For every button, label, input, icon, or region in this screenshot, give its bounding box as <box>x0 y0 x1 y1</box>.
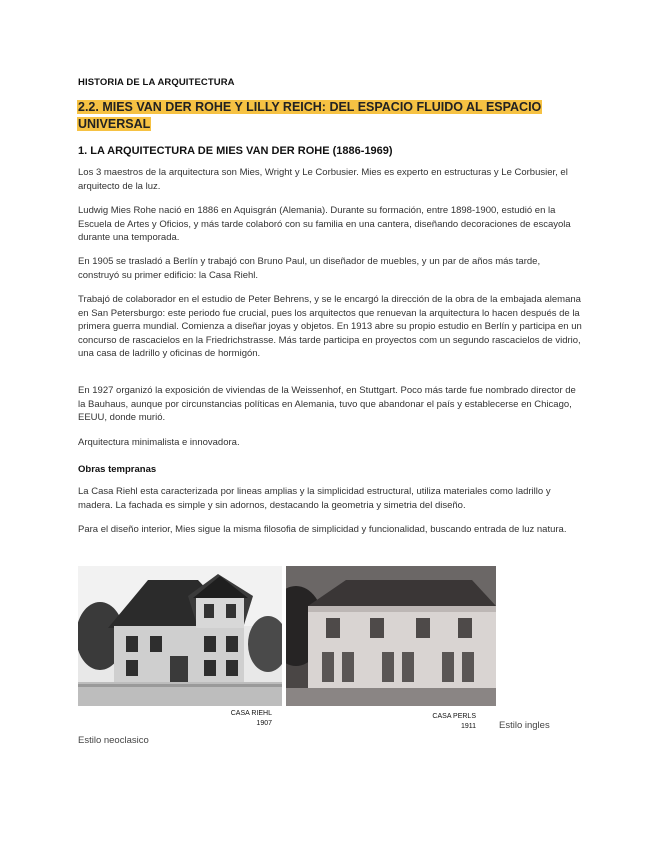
paragraph: La Casa Riehl esta caracterizada por lineas amplias y la simplicidad estructural, utiliza materiales como ladrillo y madera. La fachada es simple y sin adornos, destacando la geometria y simetria del diseño. <box>78 486 551 511</box>
house-photo-icon <box>78 566 282 706</box>
section-title: 1. LA ARQUITECTURA DE MIES VAN DER ROHE (1886-1969) <box>78 145 393 157</box>
house-photo-icon <box>286 566 496 706</box>
casa-riehl-photo <box>78 566 282 706</box>
casa-perls-photo <box>286 566 496 706</box>
early-works-heading: Obras tempranas <box>78 464 157 475</box>
chapter-title <box>77 99 557 133</box>
paragraph: Arquitectura minimalista e innovadora. <box>78 437 240 448</box>
paragraph: Trabajó de colaborador en el estudio de Peter Behrens, y se le encargó la dirección de la obra de la embajada alemana en San Petersburgo: este periodo fue crucial, pues los arquitectos que renuevan la arquitectura lo hacen después de la primera guerra mundial. Comienza a diseñar joyas y objetos. En 1913 abre su propio estudio en Berlín y participa en un concurso de rascacielos en la Friedrichstrasse. Más tarde participa en proyectos com un segundo rascacielos de vidrio, una casa de ladrillo y oficinas de hormigón. <box>78 294 582 359</box>
course-title: HISTORIA DE LA ARQUITECTURA <box>78 77 235 88</box>
caption-name: CASA PERLS <box>432 713 476 720</box>
paragraph: Para el diseño interior, Mies sigue la misma filosofia de simplicidad y funcionalidad, buscando entrada de luz natura. <box>78 524 567 535</box>
paragraph: Ludwig Mies Rohe nació en 1886 en Aquisgrán (Alemania). Durante su formación, entre 1898-1900, estudió en la Escuela de Artes y Oficios, y más tarde colaboró con su familia en una cantera, diseñando decoraciones de escayola durante una temporada. <box>78 205 571 243</box>
style-note: Estilo neoclasico <box>78 735 149 746</box>
caption-year: 1907 <box>256 720 272 727</box>
style-note: Estilo ingles <box>499 720 550 731</box>
chapter-title-text: 2.2. MIES VAN DER ROHE Y LILLY REICH: DEL ESPACIO FLUIDO AL ESPACIO UNIVERSAL <box>78 100 542 131</box>
figure-caption <box>430 712 476 732</box>
paragraph: En 1927 organizó la exposición de viviendas de la Weissenhof, en Stuttgart. Poco más tarde fue nombrado director de la Bauhaus, aunque por circunstancias políticas en Alemania, tuvo que abandonar el país y establecerse en Chicago, EEUU, donde murió. <box>78 385 576 423</box>
paragraph: Los 3 maestros de la arquitectura son Mies, Wright y Le Corbusier. Mies es experto en estructuras y Le Corbusier, el arquitecto de la luz. <box>78 167 568 192</box>
figure-caption <box>226 709 272 729</box>
paragraph: En 1905 se trasladó a Berlín y trabajó con Bruno Paul, un diseñador de muebles, y un par de años más tarde, construyó su primer edificio: la Casa Riehl. <box>78 256 541 281</box>
caption-name: CASA RIEHL <box>230 710 272 717</box>
caption-year: 1911 <box>460 723 476 730</box>
